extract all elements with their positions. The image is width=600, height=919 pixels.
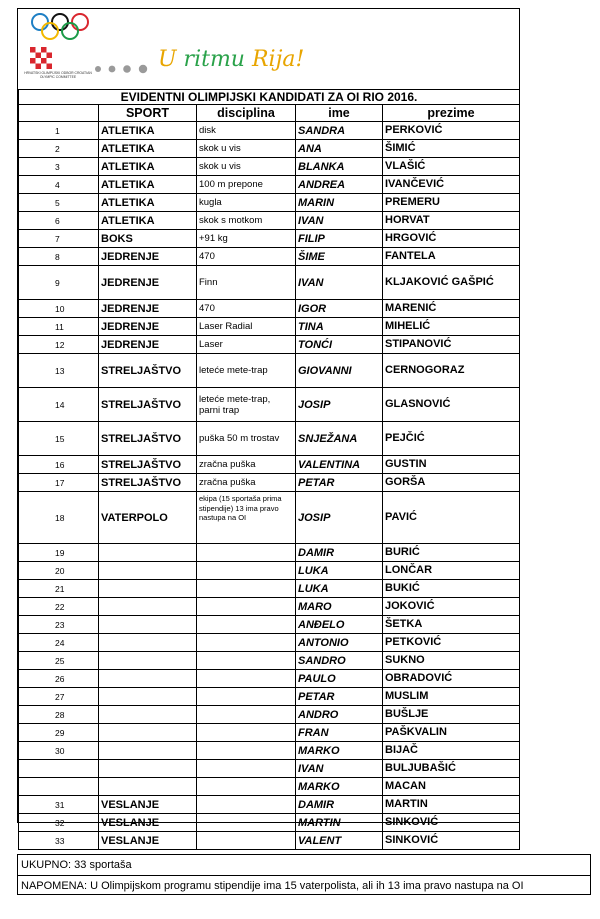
last-name-cell: OBRADOVIĆ	[383, 670, 520, 688]
header-last-name: prezime	[383, 105, 520, 122]
sport-cell	[99, 706, 197, 724]
sport-cell	[99, 652, 197, 670]
sport-cell: JEDRENJE	[99, 266, 197, 300]
table-row	[19, 670, 520, 688]
last-name-cell: BURIĆ	[383, 544, 520, 562]
slogan	[158, 47, 304, 72]
row-number: 33	[19, 832, 99, 850]
last-name-cell: SINKOVIĆ	[383, 814, 520, 832]
sport-cell: JEDRENJE	[99, 300, 197, 318]
table-row	[19, 814, 520, 832]
discipline-cell	[197, 562, 296, 580]
discipline-cell: skok u vis	[197, 158, 296, 176]
sport-cell: VATERPOLO	[99, 492, 197, 544]
table-row	[19, 706, 520, 724]
last-name-cell: MACAN	[383, 778, 520, 796]
first-name-cell: FILIP	[296, 230, 383, 248]
discipline-cell	[197, 832, 296, 850]
last-name-cell: BUKIĆ	[383, 580, 520, 598]
discipline-cell: skok s motkom	[197, 212, 296, 230]
last-name-cell: PAVIĆ	[383, 492, 520, 544]
row-number: 6	[19, 212, 99, 230]
first-name-cell: TONĆI	[296, 336, 383, 354]
logo-caption: HRVATSKI OLIMPIJSKI ODBOR CROATIAN OLYMPIC COMMITTEE	[24, 71, 92, 79]
row-number: 10	[19, 300, 99, 318]
first-name-cell: IVAN	[296, 266, 383, 300]
sport-cell	[99, 598, 197, 616]
row-number: 15	[19, 422, 99, 456]
sport-cell: ATLETIKA	[99, 194, 197, 212]
last-name-cell: MUSLIM	[383, 688, 520, 706]
first-name-cell: TINA	[296, 318, 383, 336]
table-row	[19, 300, 520, 318]
table-row	[19, 266, 520, 300]
sport-cell	[99, 688, 197, 706]
discipline-cell: +91 kg	[197, 230, 296, 248]
discipline-cell: puška 50 m trostav	[197, 422, 296, 456]
row-number: 11	[19, 318, 99, 336]
candidates-table	[18, 89, 520, 850]
discipline-cell	[197, 670, 296, 688]
row-number: 8	[19, 248, 99, 266]
last-name-cell: ŠIMIĆ	[383, 140, 520, 158]
header-logo-area	[18, 9, 519, 89]
first-name-cell: MARKO	[296, 742, 383, 760]
table-row	[19, 742, 520, 760]
sport-cell	[99, 742, 197, 760]
table-row	[19, 158, 520, 176]
discipline-cell	[197, 616, 296, 634]
discipline-cell: zračna puška	[197, 474, 296, 492]
first-name-cell: DAMIR	[296, 796, 383, 814]
last-name-cell: MIHELIĆ	[383, 318, 520, 336]
table-row	[19, 354, 520, 388]
first-name-cell: SANDRO	[296, 652, 383, 670]
last-name-cell: GUSTIN	[383, 456, 520, 474]
discipline-cell: leteće mete-trap	[197, 354, 296, 388]
last-name-cell: JOKOVIĆ	[383, 598, 520, 616]
discipline-cell	[197, 580, 296, 598]
first-name-cell: SANDRA	[296, 122, 383, 140]
sport-cell: ATLETIKA	[99, 176, 197, 194]
table-row	[19, 778, 520, 796]
sport-cell: VESLANJE	[99, 814, 197, 832]
first-name-cell: GIOVANNI	[296, 354, 383, 388]
last-name-cell: BIJAČ	[383, 742, 520, 760]
discipline-cell: zračna puška	[197, 456, 296, 474]
discipline-cell: disk	[197, 122, 296, 140]
table-row	[19, 760, 520, 778]
row-number	[19, 778, 99, 796]
summary-box	[17, 854, 591, 895]
table-row	[19, 688, 520, 706]
discipline-cell	[197, 796, 296, 814]
table-row	[19, 230, 520, 248]
row-number: 1	[19, 122, 99, 140]
row-number: 3	[19, 158, 99, 176]
first-name-cell: FRAN	[296, 724, 383, 742]
last-name-cell: LONČAR	[383, 562, 520, 580]
row-number: 12	[19, 336, 99, 354]
last-name-cell: PREMERU	[383, 194, 520, 212]
sport-cell: ATLETIKA	[99, 140, 197, 158]
croatian-checkerboard-icon	[30, 47, 52, 69]
table-row	[19, 422, 520, 456]
row-number: 24	[19, 634, 99, 652]
last-name-cell: GORŠA	[383, 474, 520, 492]
discipline-cell	[197, 634, 296, 652]
table-row	[19, 212, 520, 230]
sport-cell: STRELJAŠTVO	[99, 456, 197, 474]
row-number: 7	[19, 230, 99, 248]
header-sport: SPORT	[99, 105, 197, 122]
row-number: 9	[19, 266, 99, 300]
sport-cell: BOKS	[99, 230, 197, 248]
discipline-cell	[197, 544, 296, 562]
header-number	[19, 105, 99, 122]
row-number: 31	[19, 796, 99, 814]
last-name-cell: PETKOVIĆ	[383, 634, 520, 652]
discipline-cell: kugla	[197, 194, 296, 212]
table-row	[19, 562, 520, 580]
sport-cell	[99, 670, 197, 688]
table-row	[19, 318, 520, 336]
sport-cell: JEDRENJE	[99, 248, 197, 266]
table-header-row	[19, 105, 520, 122]
last-name-cell: PEJČIĆ	[383, 422, 520, 456]
first-name-cell: PAULO	[296, 670, 383, 688]
first-name-cell: ŠIME	[296, 248, 383, 266]
table-row	[19, 652, 520, 670]
row-number: 29	[19, 724, 99, 742]
olympic-rings-icon	[30, 12, 92, 44]
first-name-cell: MARKO	[296, 778, 383, 796]
sport-cell	[99, 580, 197, 598]
discipline-cell: leteće mete-trap, parni trap	[197, 388, 296, 422]
discipline-cell: 100 m prepone	[197, 176, 296, 194]
last-name-cell: VLAŠIĆ	[383, 158, 520, 176]
sport-cell	[99, 544, 197, 562]
table-row	[19, 336, 520, 354]
first-name-cell: IVAN	[296, 760, 383, 778]
sport-cell: STRELJAŠTVO	[99, 388, 197, 422]
first-name-cell: VALENT	[296, 832, 383, 850]
first-name-cell: JOSIP	[296, 492, 383, 544]
table-row	[19, 176, 520, 194]
header-discipline: disciplina	[197, 105, 296, 122]
first-name-cell: IGOR	[296, 300, 383, 318]
first-name-cell: MARIN	[296, 194, 383, 212]
total-count: UKUPNO: 33 sportaša	[21, 859, 132, 871]
row-number: 19	[19, 544, 99, 562]
row-number: 4	[19, 176, 99, 194]
discipline-cell: Laser Radial	[197, 318, 296, 336]
row-number: 18	[19, 492, 99, 544]
discipline-cell	[197, 742, 296, 760]
first-name-cell: ANTONIO	[296, 634, 383, 652]
row-number: 23	[19, 616, 99, 634]
sport-cell	[99, 778, 197, 796]
last-name-cell: BULJUBAŠIĆ	[383, 760, 520, 778]
sport-cell: JEDRENJE	[99, 336, 197, 354]
table-row	[19, 580, 520, 598]
discipline-cell	[197, 706, 296, 724]
table-row	[19, 122, 520, 140]
header-first-name: ime	[296, 105, 383, 122]
table-row	[19, 492, 520, 544]
first-name-cell: MARO	[296, 598, 383, 616]
table-row	[19, 456, 520, 474]
first-name-cell: DAMIR	[296, 544, 383, 562]
first-name-cell: BLANKA	[296, 158, 383, 176]
discipline-cell: 470	[197, 300, 296, 318]
first-name-cell: SNJEŽANA	[296, 422, 383, 456]
note: NAPOMENA: U Olimpijskom programu stipendije ima 15 vaterpolista, ali ih 13 ima pravo nastupa na OI	[18, 875, 590, 895]
row-number: 14	[19, 388, 99, 422]
table-row	[19, 140, 520, 158]
discipline-cell	[197, 778, 296, 796]
sport-cell	[99, 634, 197, 652]
discipline-cell	[197, 652, 296, 670]
sport-cell	[99, 760, 197, 778]
table-row	[19, 616, 520, 634]
dots-decoration	[90, 59, 156, 79]
first-name-cell: JOSIP	[296, 388, 383, 422]
last-name-cell: SUKNO	[383, 652, 520, 670]
row-number: 25	[19, 652, 99, 670]
last-name-cell: PAŠKVALIN	[383, 724, 520, 742]
row-number: 20	[19, 562, 99, 580]
discipline-cell	[197, 688, 296, 706]
row-number: 27	[19, 688, 99, 706]
first-name-cell: LUKA	[296, 562, 383, 580]
row-number: 26	[19, 670, 99, 688]
last-name-cell: IVANČEVIĆ	[383, 176, 520, 194]
discipline-cell: skok u vis	[197, 140, 296, 158]
sport-cell: ATLETIKA	[99, 122, 197, 140]
last-name-cell: SINKOVIĆ	[383, 832, 520, 850]
sport-cell: STRELJAŠTVO	[99, 354, 197, 388]
discipline-cell	[197, 598, 296, 616]
last-name-cell: CERNOGORAZ	[383, 354, 520, 388]
sport-cell	[99, 616, 197, 634]
first-name-cell: ANĐELO	[296, 616, 383, 634]
table-row	[19, 544, 520, 562]
first-name-cell: PETAR	[296, 474, 383, 492]
table-row	[19, 634, 520, 652]
table-row	[19, 598, 520, 616]
first-name-cell: ANDRO	[296, 706, 383, 724]
row-number: 2	[19, 140, 99, 158]
last-name-cell: FANTELA	[383, 248, 520, 266]
row-number: 21	[19, 580, 99, 598]
table-row	[19, 388, 520, 422]
row-number: 32	[19, 814, 99, 832]
slogan-part-1: U	[158, 47, 177, 72]
discipline-cell	[197, 724, 296, 742]
sport-cell: ATLETIKA	[99, 212, 197, 230]
last-name-cell: STIPANOVIĆ	[383, 336, 520, 354]
sport-cell	[99, 562, 197, 580]
discipline-cell: 470	[197, 248, 296, 266]
discipline-cell: Laser	[197, 336, 296, 354]
row-number: 16	[19, 456, 99, 474]
sport-cell	[99, 724, 197, 742]
first-name-cell: LUKA	[296, 580, 383, 598]
last-name-cell: PERKOVIĆ	[383, 122, 520, 140]
last-name-cell: ŠETKA	[383, 616, 520, 634]
sport-cell: STRELJAŠTVO	[99, 422, 197, 456]
row-number: 13	[19, 354, 99, 388]
sport-cell: VESLANJE	[99, 832, 197, 850]
sport-cell: VESLANJE	[99, 796, 197, 814]
sport-cell: ATLETIKA	[99, 158, 197, 176]
row-number	[19, 760, 99, 778]
slogan-part-2: ritmu	[183, 47, 245, 72]
last-name-cell: KLJAKOVIĆ GAŠPIĆ	[383, 266, 520, 300]
sport-cell: STRELJAŠTVO	[99, 474, 197, 492]
sport-cell: JEDRENJE	[99, 318, 197, 336]
last-name-cell: HRGOVIĆ	[383, 230, 520, 248]
discipline-cell	[197, 814, 296, 832]
first-name-cell: ANDREA	[296, 176, 383, 194]
row-number: 28	[19, 706, 99, 724]
table-row	[19, 248, 520, 266]
first-name-cell: ANA	[296, 140, 383, 158]
table-title: EVIDENTNI OLIMPIJSKI KANDIDATI ZA OI RIO 2016.	[19, 90, 520, 105]
row-number: 22	[19, 598, 99, 616]
first-name-cell: PETAR	[296, 688, 383, 706]
discipline-cell: ekipa (15 sportaša prima stipendije) 13 ima pravo nastupa na OI	[197, 492, 296, 544]
table-row	[19, 832, 520, 850]
document-sheet	[17, 8, 520, 847]
table-row	[19, 796, 520, 814]
first-name-cell: IVAN	[296, 212, 383, 230]
first-name-cell: MARTIN	[296, 814, 383, 832]
row-number: 30	[19, 742, 99, 760]
slogan-part-3: Rija!	[251, 47, 305, 72]
row-number: 5	[19, 194, 99, 212]
last-name-cell: HORVAT	[383, 212, 520, 230]
discipline-cell	[197, 760, 296, 778]
table-row	[19, 474, 520, 492]
first-name-cell: VALENTINA	[296, 456, 383, 474]
last-name-cell: GLASNOVIĆ	[383, 388, 520, 422]
table-row	[19, 724, 520, 742]
last-name-cell: BUŠLJE	[383, 706, 520, 724]
table-row	[19, 194, 520, 212]
row-number: 17	[19, 474, 99, 492]
discipline-cell: Finn	[197, 266, 296, 300]
last-name-cell: MARENIĆ	[383, 300, 520, 318]
last-name-cell: MARTIN	[383, 796, 520, 814]
